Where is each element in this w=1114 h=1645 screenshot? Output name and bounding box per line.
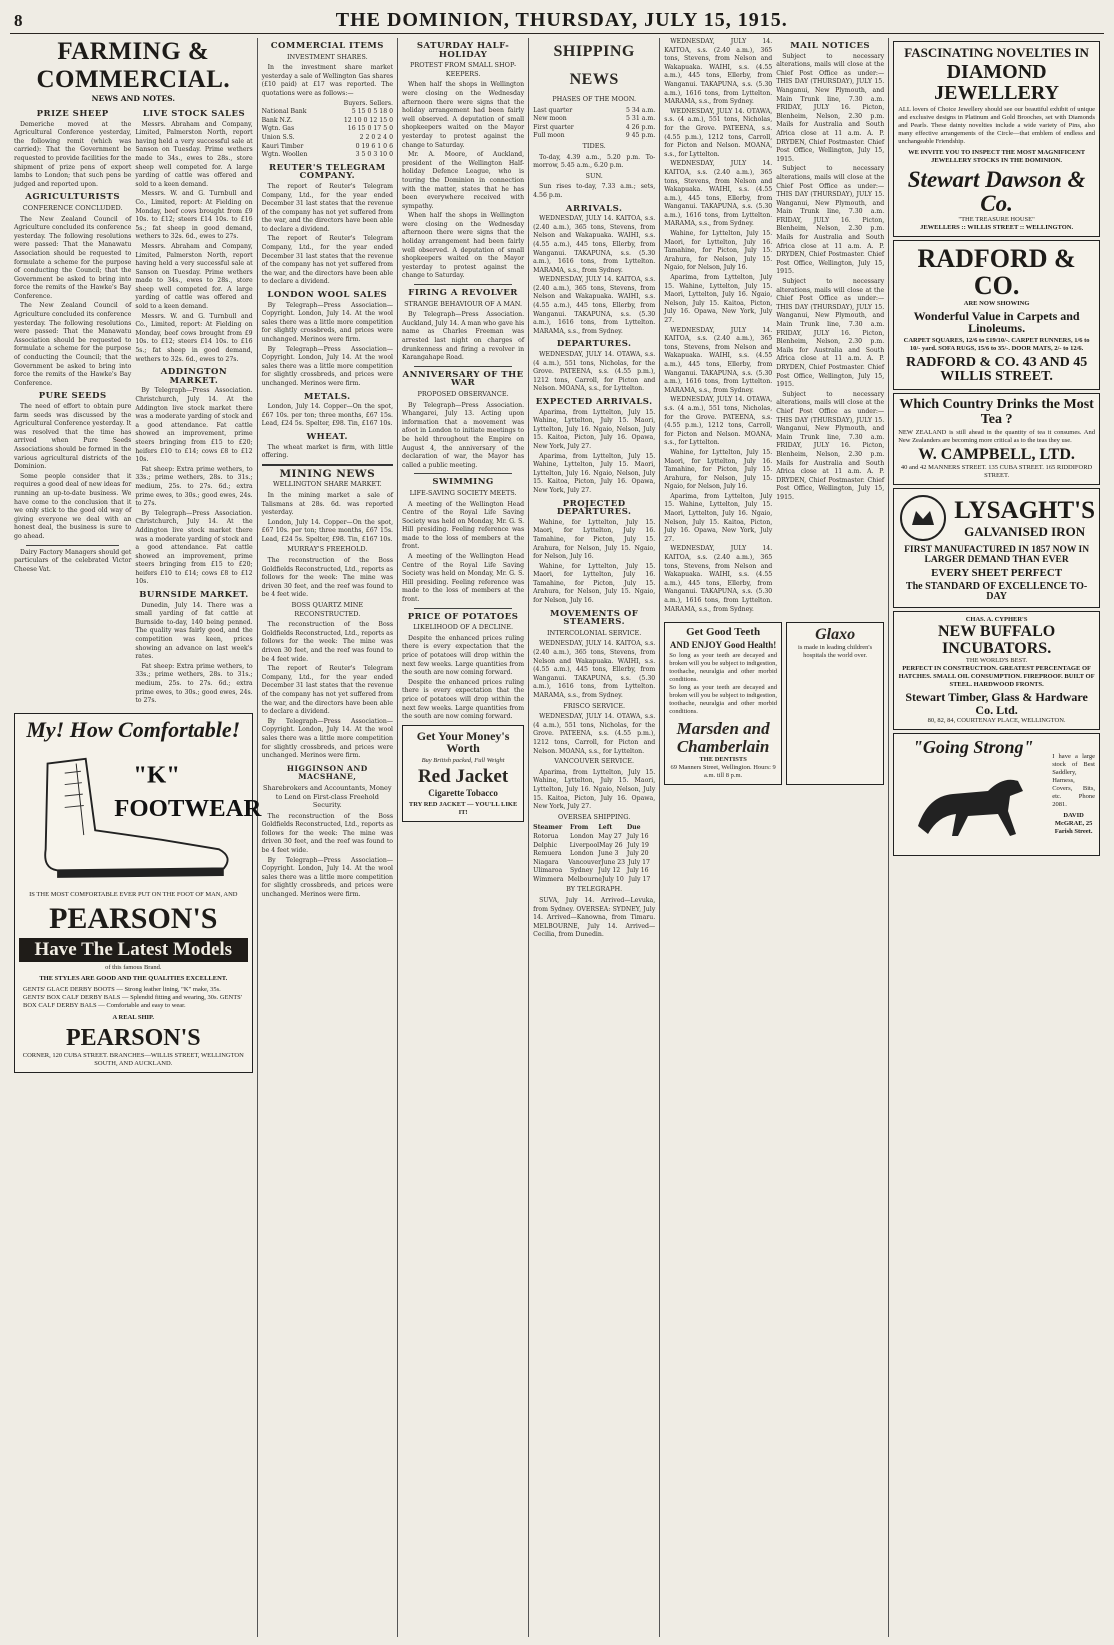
article-text: Messrs. Abraham and Company, Limited, Palmerston North, report having held a very successful sale at Sanson on Tuesday. Prime wethers made to 34s., ewes to 28s., store sheep well competed for. A large yarding of cattle was offered and sold to a keen demand. — [135, 242, 253, 311]
oversea-cell: July 16 — [626, 832, 649, 840]
expected-text: Aparima, from Lyttelton, July 15. Wahine, Lyttelton, July 15. Maori, Lyttelton, July 16. Ngaio, Nelson, July 15. Kaitoa, Picton, July 16. Opawa, New York, July 27. — [664, 274, 773, 324]
expected-text: Aparima, from Lyttelton, July 15. Wahine, Lyttelton, July 15. Maori, Lyttelton, July 16. Ngaio, Nelson, July 15. Kaitoa, Picton, July 16. Opawa, New York, July 27. — [533, 408, 656, 450]
article-text: The reconstruction of the Boss Goldfields Reconstructed, Ltd., reports as follows for the week: The mine was driven 30 feet, and the reef was found to be 4 feet wide. — [261, 557, 394, 599]
heading-movements: MOVEMENTS OF STEAMERS. — [550, 608, 639, 628]
notice-text: Dairy Factory Managers should get particulars of the celebrated Victor Cheese Vat. — [14, 548, 132, 573]
article-text: By Telegraph—Press Association. Auckland, July 14. A man who gave his name as Charles Freeman was arrested last night on charges of drunkenness and firing a revolver in Karangahape Road. — [402, 311, 525, 362]
shares-table — [262, 108, 393, 160]
heading-burnside: BURNSIDE MARKET. — [139, 590, 249, 601]
ad-tea-name: W. CAMPBELL, LTD. — [918, 446, 1075, 464]
article-text: The New Zealand Council of Agriculture concluded its conference yesterday. The following resolutions were passed: That the Manawatu Association should be requested to formulate a scheme for the purpose of conducting the Council; that the Government be asked to bring into force the remits of the Hawke's Bay Conference. — [14, 302, 132, 387]
article-text: By Telegraph—Press Association—Copyright. London, July 14. At the wool sales there was a little more competition for slightly crossbreds, and prices were unchanged. Merinos were firm. — [261, 345, 394, 387]
ad-lysaght-std: The STANDARD OF EXCELLENCE TO-DAY — [905, 580, 1088, 603]
article-text: Mr. A. Moore, of Auckland, president of the Wellington Half-holiday Defence League, who is touring the Dominion in connection with the matter, states that he has been everywhere received with sympathy. — [402, 151, 525, 210]
subheading-overseas: OVERSEA SHIPPING. — [558, 812, 631, 821]
ad-radford-foot: RADFORD & CO. 43 AND 45 WILLIS STREET. — [905, 354, 1088, 385]
shares-row — [262, 108, 393, 117]
heading-wheat: WHEAT. — [306, 431, 348, 442]
heading-revolver: FIRING A REVOLVER — [408, 288, 518, 299]
k-letter: "K" — [133, 761, 181, 789]
article-text: By Telegraph—Press Association. Christchurch, July 14. At the Addington live stock market there was a moderate yarding of stock and a good attendance. Fat cattle showed an improvement, prime steers bringing from £15 to £20; heifers £10 to £14; cows £8 to £12 10s. — [135, 387, 253, 464]
shares-row — [262, 143, 393, 152]
expected-text: Aparima, from Lyttelton, July 15. Wahine, Lyttelton, July 15. Maori, Lyttelton, July 16. Ngaio, Nelson, July 15. Kaitoa, Picton, July 16. Opawa, New York, July 27. — [664, 492, 773, 543]
article-text: The reconstruction of the Boss Goldfields Reconstructed, Ltd., reports as follows for the week: The mine was driven 30 feet, and the reef was found to be 4 feet wide. — [261, 812, 394, 855]
ad-cypher-body: PERFECT IN CONSTRUCTION. GREATEST PERCENTAGE OF HATCHES. SMALL OIL CONSUMPTION. FIREPROOF. BUILT OF STEEL. HARDWOOD FRONTS. — [898, 665, 1095, 689]
ad-cypher-best: THE WORLD'S BEST. — [965, 657, 1028, 665]
oversea-cell: Rotorua — [533, 832, 559, 840]
newspaper-title: THE DOMINION, THURSDAY, JULY 15, 1915. — [335, 9, 788, 31]
moon-phase: Last quarter — [533, 106, 573, 114]
oversea-cell: London — [570, 850, 594, 858]
article-text: The New Zealand Council of Agriculture concluded its conference yesterday. The following resolutions were passed: That the Manawatu Association should be requested to formulate a scheme for the purpose of conducting the Council; that the Government be asked to bring into force the remits of the Hawke's Bay Conference. — [14, 215, 132, 300]
ad-stewart-invite: WE INVITE YOU TO INSPECT THE MOST MAGNIFICENT JEWELLERY STOCKS IN THE DOMINION. — [908, 148, 1086, 164]
telegraph-text: SUVA, July 14. Arrived—Levuka, from Sydney. OVERSEA: SYDNEY, July 14. Arrived—Kanowna, from Timaru. MELBOURNE, July 14. Arrived—Cecilia, from Dunedin. — [533, 897, 656, 939]
heading-wool: LONDON WOOL SALES — [267, 290, 388, 301]
subheading-investment: INVESTMENT SHARES. — [286, 52, 368, 61]
ad-stewart-logo: Stewart Dawson & Co. — [907, 166, 1086, 216]
article-text: By Telegraph—Press Association—Copyright. London, July 14. At the wool sales there was a little more competition for slightly crossbreds, and prices were unchanged. Merinos were firm. — [261, 856, 394, 899]
ad-heading: My! How Comfortable! — [26, 716, 241, 742]
subheading-potatoes: LIKELIHOOD OF A DECLINE. — [413, 623, 514, 632]
heading-mining: MINING NEWS — [279, 467, 376, 480]
oversea-cell: Niagara — [533, 858, 559, 866]
share-name: National Bank — [261, 108, 307, 116]
article-text: Fat sheep: Extra prime wethers, to 33s.; prime wethers, 28s. to 31s.; medium, 25s. to 27s. 6d.; extra prime ewes, to 30s.; good ewes, 24s. to 27s. — [135, 662, 253, 705]
subheading-holiday: PROTEST FROM SMALL SHOP-KEEPERS. — [410, 61, 517, 78]
mail-text: Subject to necessary alterations, mails will close at the Chief Post Office as under:— THIS DAY (THURSDAY), JULY 15. Wanganui, New Plymouth, and Main Trunk line, 7.30 a.m. FRIDAY, JULY 16. Picton, Blenheim, Nelson, 2.30 p.m. Mails for Australia and South Africa close at 11 a.m. A. P. DRYDEN, Chief Postmaster. Chief Post Office, Wellington, July 15, 1915. — [776, 52, 885, 163]
oversea-cell: Steamer — [533, 824, 563, 832]
article-text: The need of effort to obtain pure farm seeds was discussed by the Agricultural Conference yesterday. It was resolved that the time has arrived when Pure Seeds Associations should be formed in the various agricultural districts of the Dominion. — [14, 403, 132, 471]
oversea-cell: London — [570, 832, 594, 840]
projected-text: Wahine, for Lyttelton, July 15. Maori, for Lyttelton, July 16. Tamahine, for Picton, July 15. Arahura, for Nelson, July 15. Ngaio, for Nelson, July 16. — [664, 448, 773, 491]
moon-row — [533, 124, 655, 133]
shares-header: Buyers. Sellers. — [343, 99, 394, 107]
page-number: 8 — [14, 10, 24, 30]
heading-arrivals: ARRIVALS. — [565, 203, 623, 214]
oversea-cell: July 20 — [626, 850, 649, 858]
oversea-table — [533, 824, 655, 884]
share-prices: 5 15 0 5 18 0 — [351, 108, 394, 116]
ad-lysaght-perfect: EVERY SHEET PERFECT — [931, 567, 1063, 580]
moon-time: 4 26 p.m. — [625, 123, 656, 131]
movements-text: Aparima, from Lyttelton, July 15. Wahine, Lyttelton, July 15. Maori, Lyttelton, July 16. Ngaio, Nelson, July 15. Kaitoa, Picton, July 16. Opawa, New York, July 27. — [533, 768, 656, 811]
ad-text: IS THE MOST COMFORTABLE EVER PUT ON THE FOOT OF MAN, AND — [29, 890, 238, 898]
section-subtitle: NEWS AND NOTES. — [91, 94, 175, 103]
heading-prize-sheep: PRIZE SHEEP — [36, 109, 109, 119]
arrivals-text: WEDNESDAY, JULY 14. KAITOA, s.s. (2.40 a.m.), 365 tons, Stevens, from Nelson and Wakapuaka. WAIHI, s.s. (4.55 a.m.), 445 tons, Ellerby, from Wanganui. TAKAPUNA, s.s. (5.30 a.m.), 1616 tons, from Lyttelton. MARAMA, s.s., from Sydney. — [533, 276, 656, 335]
ad-radford-now: ARE NOW SHOWING — [963, 299, 1030, 307]
ad-tea-addr: 40 and 42 MANNERS STREET. 135 CUBA STREET. 165 RIDDIFORD STREET. — [900, 464, 1093, 480]
oversea-cell: July 17 — [628, 858, 650, 866]
shipping-title: SHIPPING NEWS — [553, 43, 635, 88]
oversea-cell: June 3 — [598, 850, 619, 858]
arrivals-text: WEDNESDAY, JULY 14. KAITOA, s.s. (2.40 a.m.), 365 tons, Stevens, from Nelson and Wakapuaka. WAIHI, s.s. (4.55 a.m.), 445 tons, Ellerby, from Wanganui. TAKAPUNA, s.s. (5.30 a.m.), 1616 tons, from Lyttelton. MARAMA, s.s., from Sydney. — [533, 215, 656, 274]
share-prices: 16 15 0 17 5 0 — [347, 125, 394, 133]
shares-row — [262, 151, 393, 160]
subheading-vancouver: VANCOUVER SERVICE. — [554, 757, 635, 766]
column-commercial — [258, 38, 398, 1637]
heading-holiday: SATURDAY HALF-HOLIDAY — [416, 41, 510, 60]
ad-cypher-head: CHAS. A. CYPHER'S — [965, 615, 1028, 623]
ad-going-name: DAVID McGRAE, 25 Farish Street. — [1054, 811, 1093, 835]
share-name: Bank N.Z. — [261, 116, 293, 124]
ad-going: "Going Strong" — [912, 736, 1034, 757]
moon-row — [533, 115, 655, 124]
heading-potatoes: PRICE OF POTATOES — [407, 611, 519, 622]
heading-departures: DEPARTURES. — [556, 339, 632, 350]
article-text: Despite the enhanced prices ruling there is every expectation that the price of potatoes will drop within the next few weeks. Large quantities from the south are now coming forward. — [402, 634, 525, 677]
moon-table — [533, 107, 655, 141]
oversea-row — [533, 867, 655, 876]
article-text: By Telegraph—Press Association. Christchurch, July 14. At the Addington live stock market there was a moderate yarding of stock and a good attendance. Fat cattle showed an improvement, prime steers bringing from £15 to £20; heifers £10 to £14; cows £8 to £12 10s. — [135, 509, 253, 586]
ad-radford-name: RADFORD & CO. — [917, 243, 1076, 301]
shares-row — [262, 117, 393, 126]
ad-glaxo-body: So long as your teeth are decayed and broken will you be subject to indigestion, toothache, neuralgia and other morbid conditions. — [669, 684, 777, 716]
article-text: London, July 14. Copper—On the spot, £67 10s. per ton; three months, £67 15s. Lead, £24 5s. Spelter, £98. Tin, £167 10s. — [261, 403, 394, 428]
mail-text: Subject to necessary alterations, mails will close at the Chief Post Office as under:— THIS DAY (THURSDAY), JULY 15. Wanganui, New Plymouth, and Main Trunk line, 7.30 a.m. FRIDAY, JULY 16. Picton, Blenheim, Nelson, 2.30 p.m. Mails for Australia and South Africa close at 11 a.m. A. P. DRYDEN, Chief Postmaster. Chief Post Office, Wellington, July 15, 1915. — [776, 278, 885, 389]
oversea-cell: Sydney — [570, 867, 593, 875]
pearsons-footwear-ad[interactable] — [14, 713, 262, 1073]
share-prices: 0 19 6 1 0 6 — [355, 142, 394, 150]
projected-text: Wahine, for Lyttelton, July 15. Maori, for Lyttelton, July 16. Tamahine, for Picton, July 15. Arahura, for Nelson, July 15. Ngaio, for Nelson, July 16. — [533, 562, 656, 605]
article-text: Fat sheep: Extra prime wethers, to 33s.; prime wethers, 28s. to 31s.; medium, 25s. to 27s. 6d.; extra prime ewes, to 30s.; good ewes, 24s. to 27s. — [135, 465, 253, 508]
article-text: A meeting of the Wellington Head Centre of the Royal Life Saving Society was held on Monday, Mr. G. S. Hill presiding. Feeling reference was made to the loss of members at the front. — [402, 553, 525, 604]
ad-list: GENTS' GLACE DERBY BOOTS — Strong leather lining, "K" make, 35s. GENTS' BOX CALF DERBY BALS — Splendid fitting and wearing, 30s. GENTS' BOX CALF DERBY BALS — Comfortable and easy to wear. — [23, 986, 242, 1010]
article-text: The report of Reuter's Telegram Company, Ltd., for the year ended December 31 last states that the revenue of the company has not yet suffered from the war, and the directors have been able to declare a dividend. — [261, 235, 394, 286]
cypher-incubator-ad[interactable] — [893, 611, 1100, 730]
shares-row — [262, 134, 393, 143]
subheading-conference: CONFERENCE CONCLUDED. — [22, 203, 123, 212]
ad-address: CORNER, 120 CUBA STREET. BRANCHES—WILLIS STREET, WELLINGTON SOUTH, AND AUCKLAND. — [22, 1051, 244, 1067]
oversea-cell: Melbourne — [567, 875, 602, 883]
oversea-row — [533, 876, 655, 885]
share-name: Wgtn. Gas — [261, 125, 295, 133]
article-text: Messrs. Abraham and Company, Limited, Palmerston North, report having held a very successful sale at Sanson on Tuesday. Prime wethers made to 34s., ewes to 28s., store sheep well competed for. A large yarding of cattle was offered and sold to a keen demand. — [135, 120, 253, 188]
column-news — [398, 38, 529, 1637]
article-text: By Telegraph—Press Association. Whangarei, July 13. Acting upon information that a movement was afoot in London to initiate meetings to be held throughout the Empire on August 4, the anniversary of the declaration of war, the Mayor has called a public meeting. — [402, 401, 525, 469]
article-text: Messrs. W. and G. Turnbull and Co., Limited, report: At Fielding on Monday, beef cows brought from £9 10s. to £12; steers £14 10s. to £16 5s.; fat sheep in good demand, wethers to 32s. 6d., ewes to 27s. — [135, 190, 253, 241]
oversea-cell: Wimmera — [533, 875, 564, 883]
ad-glaxo-body: So long as your teeth are decayed and broken will you be subject to indigestion, toothache, neuralgia and other morbid conditions. — [669, 652, 777, 684]
ad-dentists: THE DENTISTS — [699, 755, 747, 763]
columns — [10, 38, 1104, 1637]
article-text: The report of Reuter's Telegram Company, Ltd., for the year ended December 31 last states that the revenue of the company has not yet suffered from the war, and the directors have been able to declare a dividend. — [261, 182, 394, 233]
ad-glaxo-sub: AND ENJOY Good Health! — [669, 639, 777, 650]
oversea-cell: July 10 — [601, 875, 624, 883]
article-text: Messrs. W. and G. Turnbull and Co., Limited, report: At Fielding on Monday, beef cows brought from £9 10s. to £12; steers £14 10s. to £16 5s.; fat sheep in good demand, wethers to 32s. 6d., ewes to 27s. — [135, 312, 253, 363]
article-text: Despite the enhanced prices ruling there is every expectation that the price of potatoes will drop within the next few weeks. Large quantities from the south are now coming forward. — [402, 678, 525, 721]
ad-lysaght-name: LYSAGHT'S — [954, 497, 1095, 525]
heading-livestock: LIVE STOCK SALES — [142, 109, 246, 119]
article-text: When half the shops in Wellington were closing on the Wednesday afternoon there were signs that the holiday arrangement had been fairly well observed. A deputation of small shopkeepers waited on the Mayor yesterday to protest against the change to Saturday. — [402, 81, 525, 149]
oversea-cell: Ulimaroa — [533, 867, 563, 875]
oversea-cell: July 19 — [627, 841, 649, 849]
heading-agriculturists: AGRICULTURISTS — [25, 192, 121, 203]
subheading-tides: TIDES. — [582, 141, 606, 150]
column-ads — [889, 38, 1104, 1637]
oversea-cell: July 12 — [598, 867, 621, 875]
oversea-cell: Liverpool — [569, 841, 600, 849]
ad-stewart-body: ALL lovers of Choice Jewellery should see our beautiful exhibit of unique and exclusive designs in Platinum and Gold Brooches, set with Diamonds and Pearls. These dainty novelties include a wide variety of Pins, also many effective arrangements of the Circle—that emblem of endless and unchangeable Friendship. — [898, 105, 1095, 145]
subheading-murray: MURRAY'S FREEHOLD. — [287, 545, 368, 554]
ad-glaxo2-sub: is made in leading children's hospitals the world over. — [798, 643, 873, 659]
share-name: Kauri Timber — [261, 142, 304, 150]
departures-text: WEDNESDAY, JULY 14. OTAWA, s.s. (4 a.m.), 551 tons, Nicholas, for the Grove. PATEENA, s.s. (4.55 p.m.), 1212 tons, Carroll, for Picton and Nelson. MOANA, s.s., for Lyttelton. — [664, 107, 773, 158]
heading-metals: METALS. — [304, 391, 351, 402]
ad-tea-body: NEW ZEALAND is still ahead in the quantity of tea it consumes. And New Zealanders are becoming more critical as to the teas they use. — [898, 429, 1095, 445]
ad-lysaght-sub: GALVANISED IRON — [964, 523, 1086, 539]
ad-marsden-addr: 69 Manners Street, Wellington. Hours: 9 a.m. till 8 p.m. — [670, 763, 776, 779]
moon-row — [533, 107, 655, 116]
glaxo-baby-ad[interactable] — [786, 622, 884, 785]
column-shipping-ads — [660, 38, 889, 1637]
ad-cypher-addr: 80, 82, 84, COURTENAY PLACE, WELLINGTON. — [927, 716, 1066, 724]
masthead — [10, 8, 1104, 34]
share-prices: 3 5 0 3 10 0 — [355, 151, 394, 159]
ad-stewart-foot: JEWELLERS :: WILLIS STREET :: WELLINGTON. — [920, 223, 1074, 231]
subheading-anniversary: PROPOSED OBSERVANCE. — [417, 389, 509, 398]
article-text: A meeting of the Wellington Head Centre of the Royal Life Saving Society was held on Monday, Mr. G. S. Hill presiding. Feeling reference was made to the loss of members at the front. — [402, 500, 525, 551]
article-text: Demeriche moved at the Agricultural Conference yesterday, the following remit (which was carried): That the Government be requested to provide facilities for the shipment of prize pens of export lambs to London; that such pens be judged and reported upon. — [14, 120, 132, 188]
ad-pearsons-bottom: PEARSON'S — [65, 1025, 201, 1052]
article-text: In the mining market a sale of Talismans at 28s. 6d. was reported yesterday. — [261, 491, 394, 517]
movements-text: WEDNESDAY, JULY 14. KAITOA, s.s. (2.40 a.m.), 365 tons, Stevens, from Nelson and Wakapuaka. WAIHI, s.s. (4.55 a.m.), 445 tons, Ellerby, from Wanganui. TAKAPUNA, s.s. (5.30 a.m.), 1616 tons, from Lyttelton. MARAMA, s.s., from Sydney. — [533, 640, 656, 699]
ad-radford-val: Wonderful Value in Carpets and Linoleums. — [913, 308, 1080, 336]
heading-anniversary: ANNIVERSARY OF THE WAR — [402, 369, 524, 389]
trade-mark-icon — [898, 493, 948, 543]
projected-text: Wahine, for Lyttelton, July 15. Maori, for Lyttelton, July 16. Tamahine, for Picton, July 15. Arahura, for Nelson, July 15. Ngaio, for Nelson, July 16. — [664, 230, 773, 272]
subheading-share: WELLINGTON SHARE MARKET. — [272, 480, 382, 489]
boot-illustration — [19, 741, 262, 891]
ad-glaxo-title: Get Good Teeth — [686, 626, 761, 639]
article-text: The wheat market is firm, with little offering. — [261, 443, 394, 460]
moon-phase: Full moon — [533, 132, 565, 140]
oversea-row — [533, 833, 655, 842]
red-jacket-ad[interactable] — [402, 725, 524, 823]
departures-text: WEDNESDAY, JULY 14. OTAWA, s.s. (4 a.m.), 551 tons, Nicholas, for the Grove. PATEENA, s.s. (4.55 p.m.), 1212 tons, Carroll, for Picton and Nelson. MOANA, s.s., for Lyttelton. — [533, 351, 656, 393]
oversea-cell: Due — [626, 824, 641, 832]
article-text: Dunedin, July 14. There was a small yarding of fat cattle at Burnside to-day, 140 being penned. The quality was fairly good, and the competition was keen, prices showing an advance on last week's rates. — [135, 601, 253, 661]
oversea-cell: June 23 — [601, 858, 626, 866]
stewart-dawson-ad[interactable] — [893, 41, 1100, 237]
article-text: When half the shops in Wellington were closing on the Wednesday afternoon there were signs that the holiday arrangement had been fairly well observed. A deputation of small shopkeepers waited on the Mayor yesterday to protest against the change to Saturday. — [402, 212, 525, 280]
share-prices: 12 10 0 12 15 0 — [343, 116, 394, 124]
sun-text: Sun rises to-day, 7.33 a.m.; sets, 4.56 p.m. — [533, 183, 656, 199]
subheading-telegraph: BY TELEGRAPH. — [566, 885, 623, 894]
ad-cypher-main: NEW BUFFALO INCUBATORS. — [937, 622, 1056, 657]
ad-styles: THE STYLES ARE GOOD AND THE QUALITIES EXCELLENT. — [39, 975, 228, 983]
article-text: London, July 14. Copper—On the spot, £67 10s. per ton; three months, £67 15s. Lead, £24 5s. Spelter, £98. Tin, £167 10s. — [261, 518, 394, 543]
article-text: By Telegraph—Press Association—Copyright. London, July 14. At the wool sales there was a little more competition for slightly crossbreds, and prices were unchanged. Merinos were firm. — [261, 717, 394, 760]
arrivals-text: WEDNESDAY, JULY 14. KAITOA, s.s. (2.40 a.m.), 365 tons, Stevens, from Nelson and Wakapuaka. WAIHI, s.s. (4.55 a.m.), 445 tons, Ellerby, from Wanganui. TAKAPUNA, s.s. (5.30 a.m.), 1616 tons, from Lyttelton. MARAMA, s.s., from Sydney. — [664, 38, 773, 106]
ad-tea-head: Which Country Drinks the Most Tea ? — [899, 397, 1094, 427]
subheading-phases: PHASES OF THE MOON. — [552, 95, 637, 103]
ad-famous: of this famous Brand. — [105, 964, 162, 972]
ad-higginson: HIGGINSON AND MACSHANE, — [286, 763, 368, 782]
oversea-cell: Vancouver — [568, 858, 602, 866]
share-name: Wgtn. Woollen — [261, 151, 308, 159]
ad-stewart-head: FASCINATING NOVELTIES IN — [904, 45, 1089, 60]
share-name: Union S.S. — [261, 133, 295, 141]
oversea-cell: May 27 — [598, 832, 622, 840]
ad-higginson-sub: Sharebrokers and Accountants, Money to Lend on First-class Freehold Security. — [263, 783, 392, 810]
ad-stewart-main: DIAMOND JEWELLERY — [934, 60, 1060, 104]
oversea-cell: Delphic — [533, 841, 558, 849]
oversea-cell: Remuera — [533, 850, 562, 858]
heading-addington: ADDINGTON MARKET. — [160, 367, 228, 386]
oversea-row — [533, 842, 655, 851]
column-farming — [10, 38, 262, 1637]
moon-phase: First quarter — [533, 123, 574, 131]
subheading-intercolonial: INTERCOLONIAL SERVICE. — [546, 628, 642, 637]
ad-cig: Cigarette Tobacco — [428, 787, 498, 798]
share-prices: 2 2 0 2 4 0 — [359, 133, 394, 141]
campbell-tea-ad[interactable] — [893, 393, 1100, 485]
moon-time: 5 31 a.m. — [625, 115, 656, 123]
subheading-swimming: LIFE-SAVING SOCIETY MEETS. — [409, 488, 517, 497]
going-strong-ad[interactable] — [893, 733, 1100, 857]
subheading-sun: SUN. — [585, 171, 603, 180]
moon-time: 5 34 a.m. — [625, 106, 656, 114]
ad-red: Red Jacket — [417, 765, 509, 787]
subheading-revolver: STRANGE BEHAVIOUR OF A MAN. — [404, 299, 523, 308]
heading-pure-seeds: PURE SEEDS — [38, 391, 107, 402]
moon-phase: New moon — [533, 115, 567, 123]
ad-cypher-foot: Stewart Timber, Glass & Hardware Co. Ltd. — [905, 690, 1088, 717]
radford-ad[interactable] — [893, 240, 1100, 390]
oversea-row — [533, 859, 655, 868]
tides-text: To-day, 4.39 a.m., 5.20 p.m. To-morrow, 5.45 a.m., 6.20 p.m. — [533, 153, 656, 170]
ad-money: Get Your Money's Worth — [416, 728, 510, 756]
moon-row — [533, 132, 655, 141]
horse-illustration — [898, 756, 1048, 846]
article-text: The report of Reuter's Telegram Company, Ltd., for the year ended December 31 last states that the revenue of the company has not yet suffered from the war, and the directors have been able to declare a dividend. — [261, 665, 394, 716]
heading-projected: PROJECTED DEPARTURES. — [556, 498, 632, 518]
heading-swimming: SWIMMING — [432, 477, 494, 488]
column-shipping — [529, 38, 660, 1637]
article-text: Some people consider that it requires a good deal of new ideas for running an up-to-date business. We have come to the conclusion that it we only stick to the good old way of giving everyone we deal with an honest deal, the business is sure to go ahead. — [14, 472, 132, 540]
heading-mail: MAIL NOTICES — [790, 41, 871, 51]
oversea-row — [533, 824, 655, 833]
arrivals-text: WEDNESDAY, JULY 14. KAITOA, s.s. (2.40 a.m.), 365 tons, Stevens, from Nelson and Wakapuaka. WAIHI, s.s. (4.55 a.m.), 445 tons, Ellerby, from Wanganui. TAKAPUNA, s.s. (5.30 a.m.), 1616 tons, from Lyttelton. MARAMA, s.s., from Sydney. — [664, 545, 773, 613]
oversea-cell: From — [570, 824, 589, 832]
ad-tryone: TRY RED JACKET — YOU'LL LIKE IT! — [408, 801, 518, 817]
oversea-cell: July 16 — [626, 867, 649, 875]
arrivals-text: WEDNESDAY, JULY 14. KAITOA, s.s. (2.40 a.m.), 365 tons, Stevens, from Nelson and Wakapuaka. WAIHI, s.s. (4.55 a.m.), 445 tons, Ellerby, from Wanganui. TAKAPUNA, s.s. (5.30 a.m.), 1616 tons, from Lyttelton. MARAMA, s.s., from Sydney. — [664, 160, 773, 228]
article-text: By Telegraph—Press Association—Copyright. London, July 14. At the wool sales there was a little more competition for slightly crossbreds, and prices were unchanged. Merinos were firm. — [261, 301, 394, 343]
article-text: In the investment share market yesterday a sale of Wellington Gas shares (£10 paid) at £17 was reported. The quotations were as follows:— — [261, 64, 394, 97]
mail-text: Subject to necessary alterations, mails will close at the Chief Post Office as under:— THIS DAY (THURSDAY), JULY 15. Wanganui, New Plymouth, and Main Trunk line, 7.30 a.m. FRIDAY, JULY 16. Picton, Blenheim, Nelson, 2.30 p.m. Mails for Australia and South Africa close at 11 a.m. A. P. DRYDEN, Chief Postmaster. Chief Post Office, Wellington, July 15, 1915. — [776, 165, 885, 276]
section-title: FARMING & COMMERCIAL. — [36, 38, 231, 93]
ad-real: A REAL SHIP. — [112, 1014, 155, 1022]
oversea-cell: May 26 — [599, 841, 623, 849]
ad-latest: Have The Latest Models — [19, 938, 248, 962]
oversea-cell: Left — [598, 824, 613, 832]
shares-row — [262, 125, 393, 134]
projected-text: Wahine, for Lyttelton, July 15. Maori, for Lyttelton, July 16. Tamahine, for Picton, July 15. Arahura, for Nelson, July 15. Ngaio, for Nelson, July 16. — [533, 518, 656, 561]
movements-text: WEDNESDAY, JULY 14. OTAWA, s.s. (4 a.m.), 551 tons, Nicholas, for the Grove. PATEENA, s.s. (4.55 p.m.), 1212 tons, Carroll, for Picton and Nelson. MOANA, s.s., for Lyttelton. — [533, 713, 656, 755]
ad-lysaght-body: FIRST MANUFACTURED IN 1857 NOW IN LARGER DEMAND THAN EVER — [904, 545, 1090, 566]
heading-reuters: REUTER'S TELEGRAM COMPANY. — [269, 162, 386, 182]
moon-time: 9 45 p.m. — [625, 132, 656, 140]
ad-glaxo2: Glaxo — [815, 626, 856, 644]
arrivals-text: WEDNESDAY, JULY 14. KAITOA, s.s. (2.40 a.m.), 365 tons, Stevens, from Nelson and Wakapuaka. WAIHI, s.s. (4.55 a.m.), 445 tons, Ellerby, from Wanganui. TAKAPUNA, s.s. (5.30 a.m.), 1616 tons, from Lyttelton. MARAMA, s.s., from Sydney. — [664, 326, 773, 394]
expected-text: Aparima, from Lyttelton, July 15. Wahine, Lyttelton, July 15. Maori, Lyttelton, July 16. Ngaio, Nelson, July 15. Kaitoa, Picton, July 16. Opawa, New York, July 27. — [533, 452, 656, 494]
article-text: The reconstruction of the Boss Goldfields Reconstructed, Ltd., reports as follows for the week: The mine was driven 30 feet, and the reef was found to be 4 feet wide. — [261, 621, 394, 663]
ad-buy: Buy British packed, Full Weight — [421, 756, 505, 764]
departures-text: WEDNESDAY, JULY 14. OTAWA, s.s. (4 a.m.), 551 tons, Nicholas, for the Grove. PATEENA, s.s. (4.55 p.m.), 1212 tons, Carroll, for Picton and Nelson. MOANA, s.s., for Lyttelton. — [664, 396, 773, 447]
heading-commercial: COMMERCIAL ITEMS — [270, 41, 384, 51]
footwear-word: FOOTWEAR — [114, 794, 262, 822]
oversea-row — [533, 850, 655, 859]
subheading-frisco: FRISCO SERVICE. — [563, 701, 626, 710]
ad-stewart-tag: "THE TREASURE HOUSE" — [958, 215, 1035, 223]
mail-text: Subject to necessary alterations, mails will close at the Chief Post Office as under:— THIS DAY (THURSDAY), JULY 15. Wanganui, New Plymouth, and Main Trunk line, 7.30 a.m. FRIDAY, JULY 16. Picton, Blenheim, Nelson, 2.30 p.m. Mails for Australia and South Africa close at 11 a.m. A. P. DRYDEN, Chief Postmaster. Chief Post Office, Wellington, July 15, 1915. — [776, 390, 885, 501]
heading-expected: EXPECTED ARRIVALS. — [535, 397, 653, 407]
ad-radford-items: CARPET SQUARES, 12/6 to £19/10/-. CARPET RUNNERS, 1/6 to 10/- yard. SOFA RUGS, 15/6 to 35/-. DOOR MATS, 2/- to 12/6. — [903, 336, 1090, 352]
oversea-cell: July 17 — [628, 875, 651, 883]
glaxo-ad[interactable] — [664, 622, 782, 785]
ad-going-body: I have a large stock of Best Saddlery, Harness, Covers, Bits, etc. Phone 2081. — [1052, 752, 1095, 808]
ad-pearsons: PEARSON'S — [49, 901, 218, 935]
lysaght-ad[interactable] — [893, 488, 1100, 607]
ad-marsden: Marsden and Chamberlain — [676, 719, 770, 757]
subheading-boss: BOSS QUARTZ MINE RECONSTRUCTED. — [291, 601, 364, 618]
